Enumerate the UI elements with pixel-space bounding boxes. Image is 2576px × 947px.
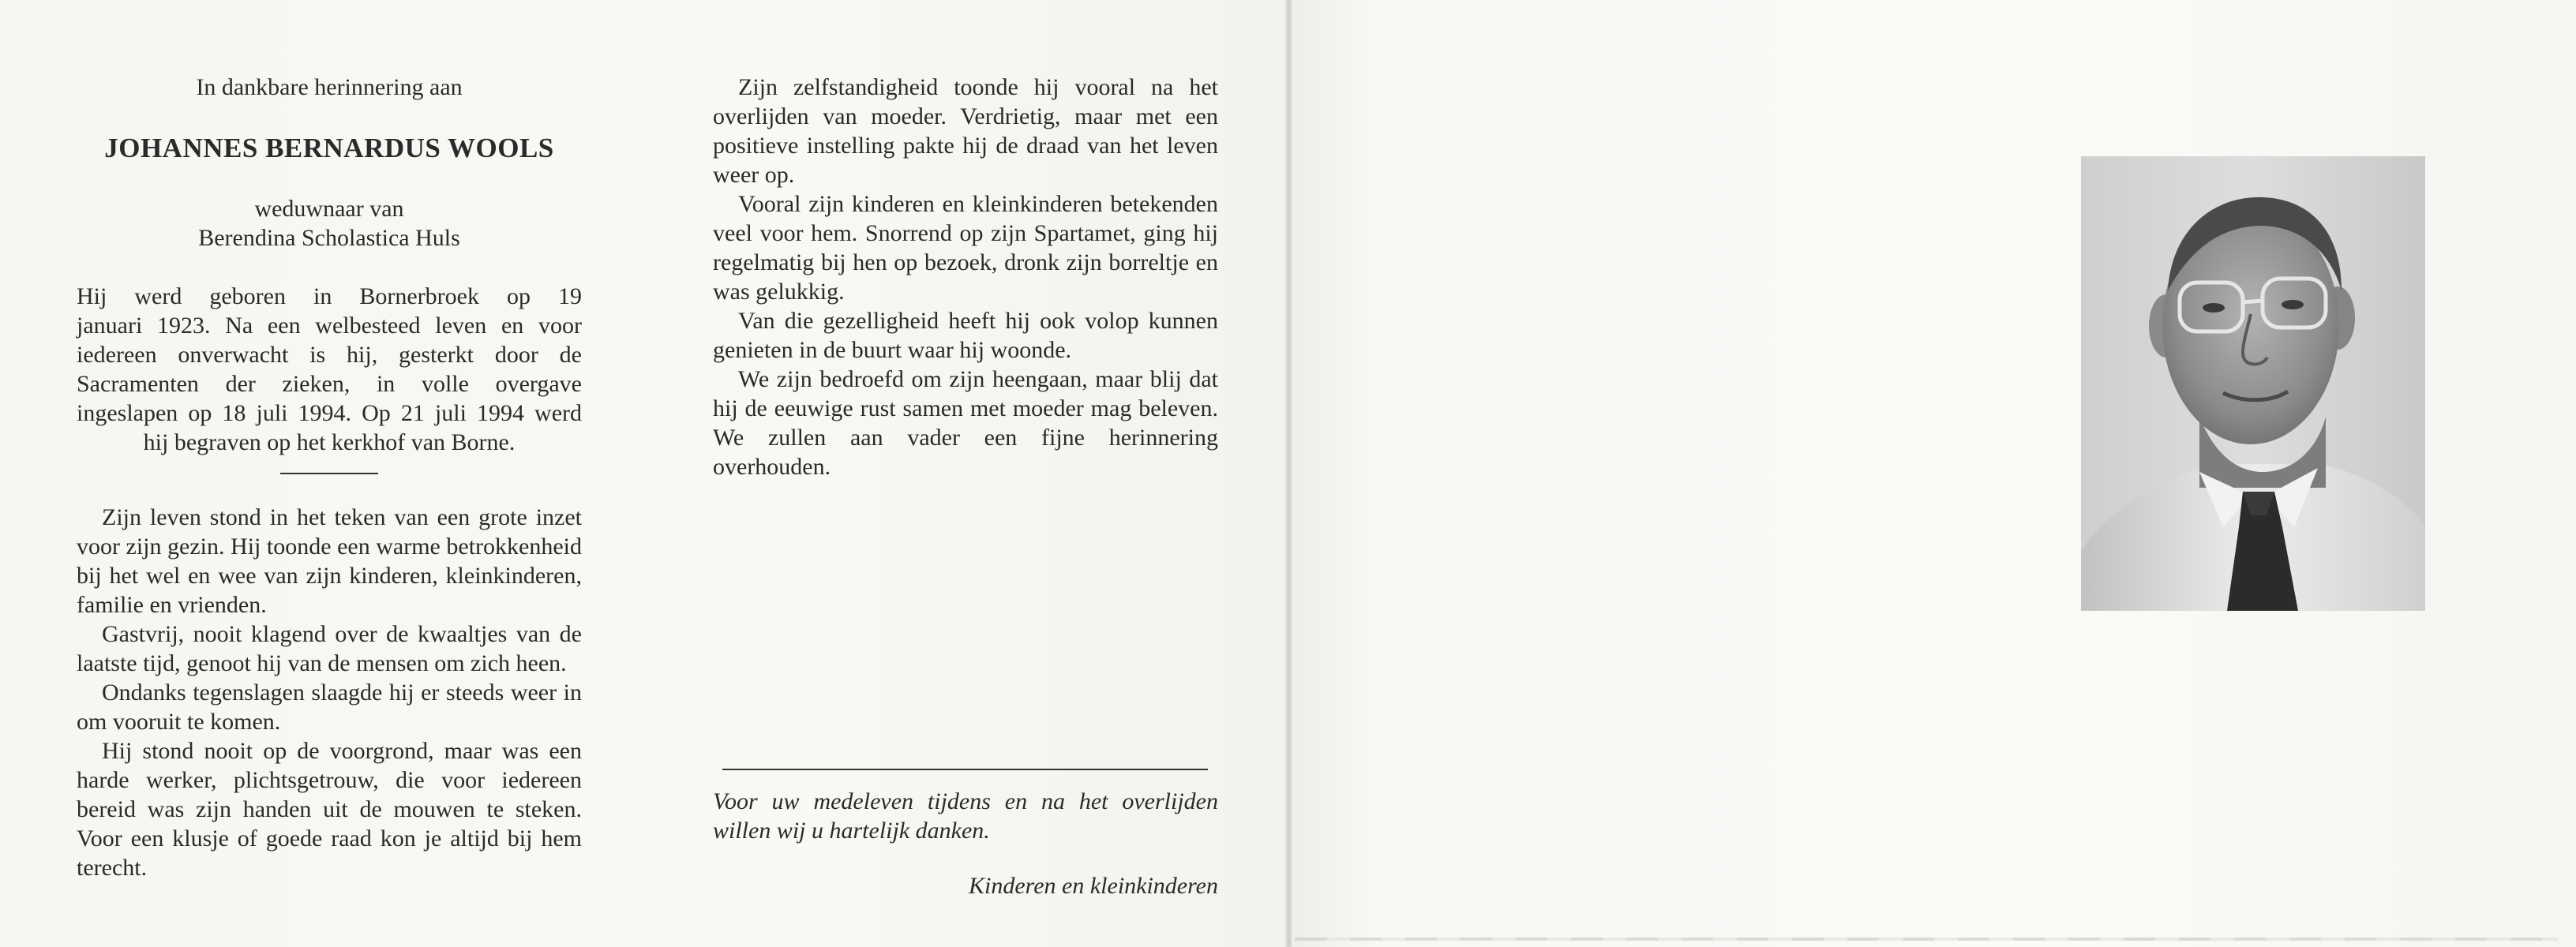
biography bbox=[77, 282, 582, 457]
portrait-photo bbox=[2081, 156, 2425, 611]
right-paragraph: Vooral zijn kinderen en kleinkinderen betekenden veel voor hem. Snorrend op zijn Spartamet, ging hij regelmatig bij hen op bezoek, dronk zijn borreltje en was gelukkig. bbox=[713, 191, 1218, 305]
left-paragraph: Hij stond nooit op de voorgrond, maar was een harde werker, plichtsgetrouw, die voor iedereen bereid was zijn handen uit de mouwen te steken. Voor een klusje of goede raad kon je altijd bij hem terecht. bbox=[77, 738, 582, 881]
right-paragraph: We zijn bedroefd om zijn heengaan, maar blij dat hij de eeuwige rust samen met moeder mag beleven. We zullen aan vader een fijne herinnering overhouden. bbox=[713, 366, 1218, 480]
intro-text: In dankbare herinnering aan bbox=[196, 74, 463, 100]
divider bbox=[280, 473, 378, 474]
right-column bbox=[713, 73, 1218, 481]
card-bottom-edge bbox=[1295, 938, 2558, 941]
relation-line-1: weduwnaar van bbox=[254, 196, 404, 222]
right-paragraph: Zijn zelfstandigheid toonde hij vooral na het overlijden van moeder. Verdrietig, maar met een positieve instelling pakte hij de draad van het leven weer op. bbox=[713, 74, 1218, 188]
deceased-name: JOHANNES BERNARDUS WOOLS bbox=[104, 133, 554, 163]
bio-line: hij begraven op het kerkhof van Borne. bbox=[143, 429, 516, 455]
right-paragraph: Van die gezelligheid heeft hij ook volop kunnen genieten in de buurt waar hij woonde. bbox=[713, 308, 1218, 363]
bio-line: Sacramenten der zieken, in volle overgave bbox=[77, 371, 582, 397]
bio-line: ingeslapen op 18 juli 1994. Op 21 juli 1994 werd bbox=[77, 400, 582, 426]
thanks-text: Voor uw medeleven tijdens en na het overlijden willen wij u hartelijk danken. bbox=[713, 788, 1218, 844]
signoff: Kinderen en kleinkinderen bbox=[969, 873, 1218, 899]
bio-line: januari 1923. Na een welbesteed leven en voor bbox=[77, 313, 582, 339]
left-column bbox=[77, 73, 582, 882]
bio-line: iedereen onverwacht is hij, gesterkt door de bbox=[77, 342, 582, 368]
thanks-divider bbox=[722, 769, 1208, 770]
relation-line-2: Berendina Scholastica Huls bbox=[198, 225, 460, 251]
left-paragraph: Zijn leven stond in het teken van een grote inzet voor zijn gezin. Hij toonde een warme betrokkenheid bij het wel en wee van zijn kinderen, kleinkinderen, familie en vrienden. bbox=[77, 504, 582, 618]
left-paragraph: Ondanks tegenslagen slaagde hij er steeds weer in om vooruit te komen. bbox=[77, 679, 582, 735]
bio-line: Hij werd geboren in Bornerbroek op 19 bbox=[77, 283, 582, 309]
left-paragraph: Gastvrij, nooit klagend over de kwaaltjes van de laatste tijd, genoot hij van de mensen om zich heen. bbox=[77, 621, 582, 676]
